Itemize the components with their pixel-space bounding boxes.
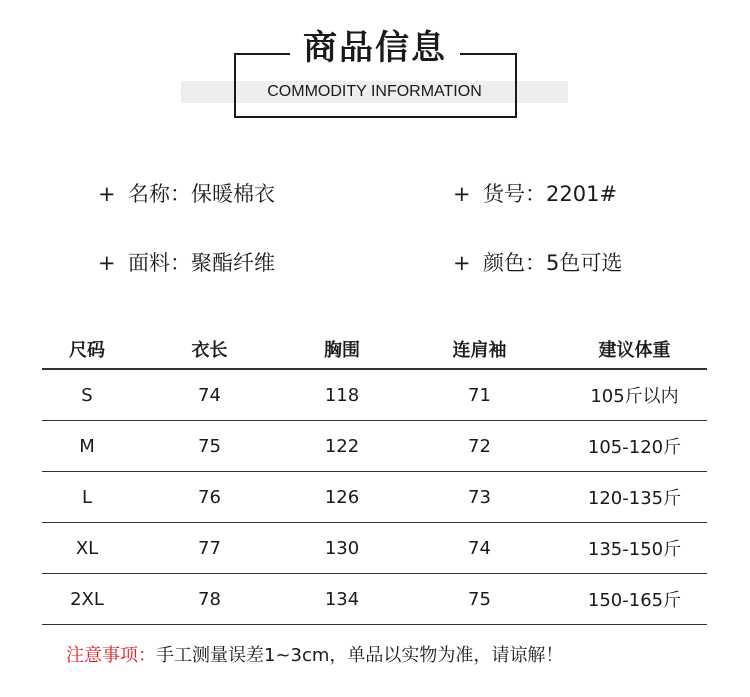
table-cell: M: [79, 435, 95, 457]
table-row: [42, 522, 707, 573]
table-row: [42, 573, 707, 625]
header-top-line-left: [234, 53, 290, 55]
plus-icon: +: [453, 182, 471, 206]
table-cell: 73: [468, 486, 491, 508]
column-header-chest: 胸围: [324, 340, 360, 361]
table-cell: 122: [324, 435, 360, 457]
table-cell: 134: [324, 588, 360, 610]
table-row: [42, 369, 707, 420]
plus-icon: +: [98, 251, 116, 275]
table-cell: S: [81, 384, 93, 406]
table-cell: 71: [468, 384, 491, 406]
table-cell: 75: [198, 435, 221, 457]
plus-icon: +: [453, 251, 471, 275]
info-value: 聚酯纤维: [191, 251, 275, 275]
table-cell: 77: [198, 537, 221, 559]
table-cell: 75: [468, 588, 491, 610]
table-cell: 126: [324, 486, 360, 508]
table-cell: 120-135斤: [587, 488, 682, 509]
table-cell: 2XL: [70, 588, 104, 610]
table-cell: 105-120斤: [587, 437, 682, 458]
info-label: 面料：: [128, 251, 191, 275]
table-cell: 135-150斤: [587, 539, 682, 560]
plus-icon: +: [98, 182, 116, 206]
info-label: 颜色：: [483, 251, 546, 275]
note-label: 注意事项：: [66, 645, 156, 666]
info-item-color: [453, 248, 622, 278]
column-header-size: 尺码: [69, 340, 105, 361]
info-label: 货号：: [483, 182, 546, 206]
table-row: [42, 471, 707, 522]
info-item-sku: [453, 179, 617, 209]
table-cell: L: [81, 486, 93, 508]
table-cell: 78: [198, 588, 221, 610]
table-row: [42, 420, 707, 471]
measurement-note: [66, 642, 563, 670]
info-value: 2201#: [546, 182, 618, 206]
column-header-length: 衣长: [191, 340, 228, 361]
table-cell: 76: [198, 486, 221, 508]
column-header-weight: 建议体重: [598, 340, 671, 361]
table-cell: 130: [324, 537, 360, 559]
info-value: 5色可选: [546, 251, 623, 275]
table-cell: 150-165斤: [587, 590, 682, 611]
size-table: [42, 330, 707, 625]
note-text: 手工测量误差1~3cm，单品以实物为准，请谅解！: [156, 645, 564, 666]
table-cell: 105斤以内: [590, 386, 679, 407]
table-header-row: [42, 330, 707, 369]
column-header-sleeve: 连肩袖: [452, 340, 507, 361]
table-cell: 72: [468, 435, 491, 457]
table-cell: 74: [198, 384, 221, 406]
page-subtitle: COMMODITY INFORMATION: [267, 83, 482, 100]
info-item-name: [98, 179, 275, 209]
page-title: 商品信息: [290, 24, 460, 72]
header-top-line-right: [460, 53, 515, 55]
info-label: 名称：: [128, 182, 191, 206]
info-value: 保暖棉衣: [191, 182, 275, 206]
table-cell: 74: [468, 537, 491, 559]
table-cell: XL: [75, 537, 99, 559]
info-item-fabric: [98, 248, 275, 278]
table-cell: 118: [324, 384, 360, 406]
